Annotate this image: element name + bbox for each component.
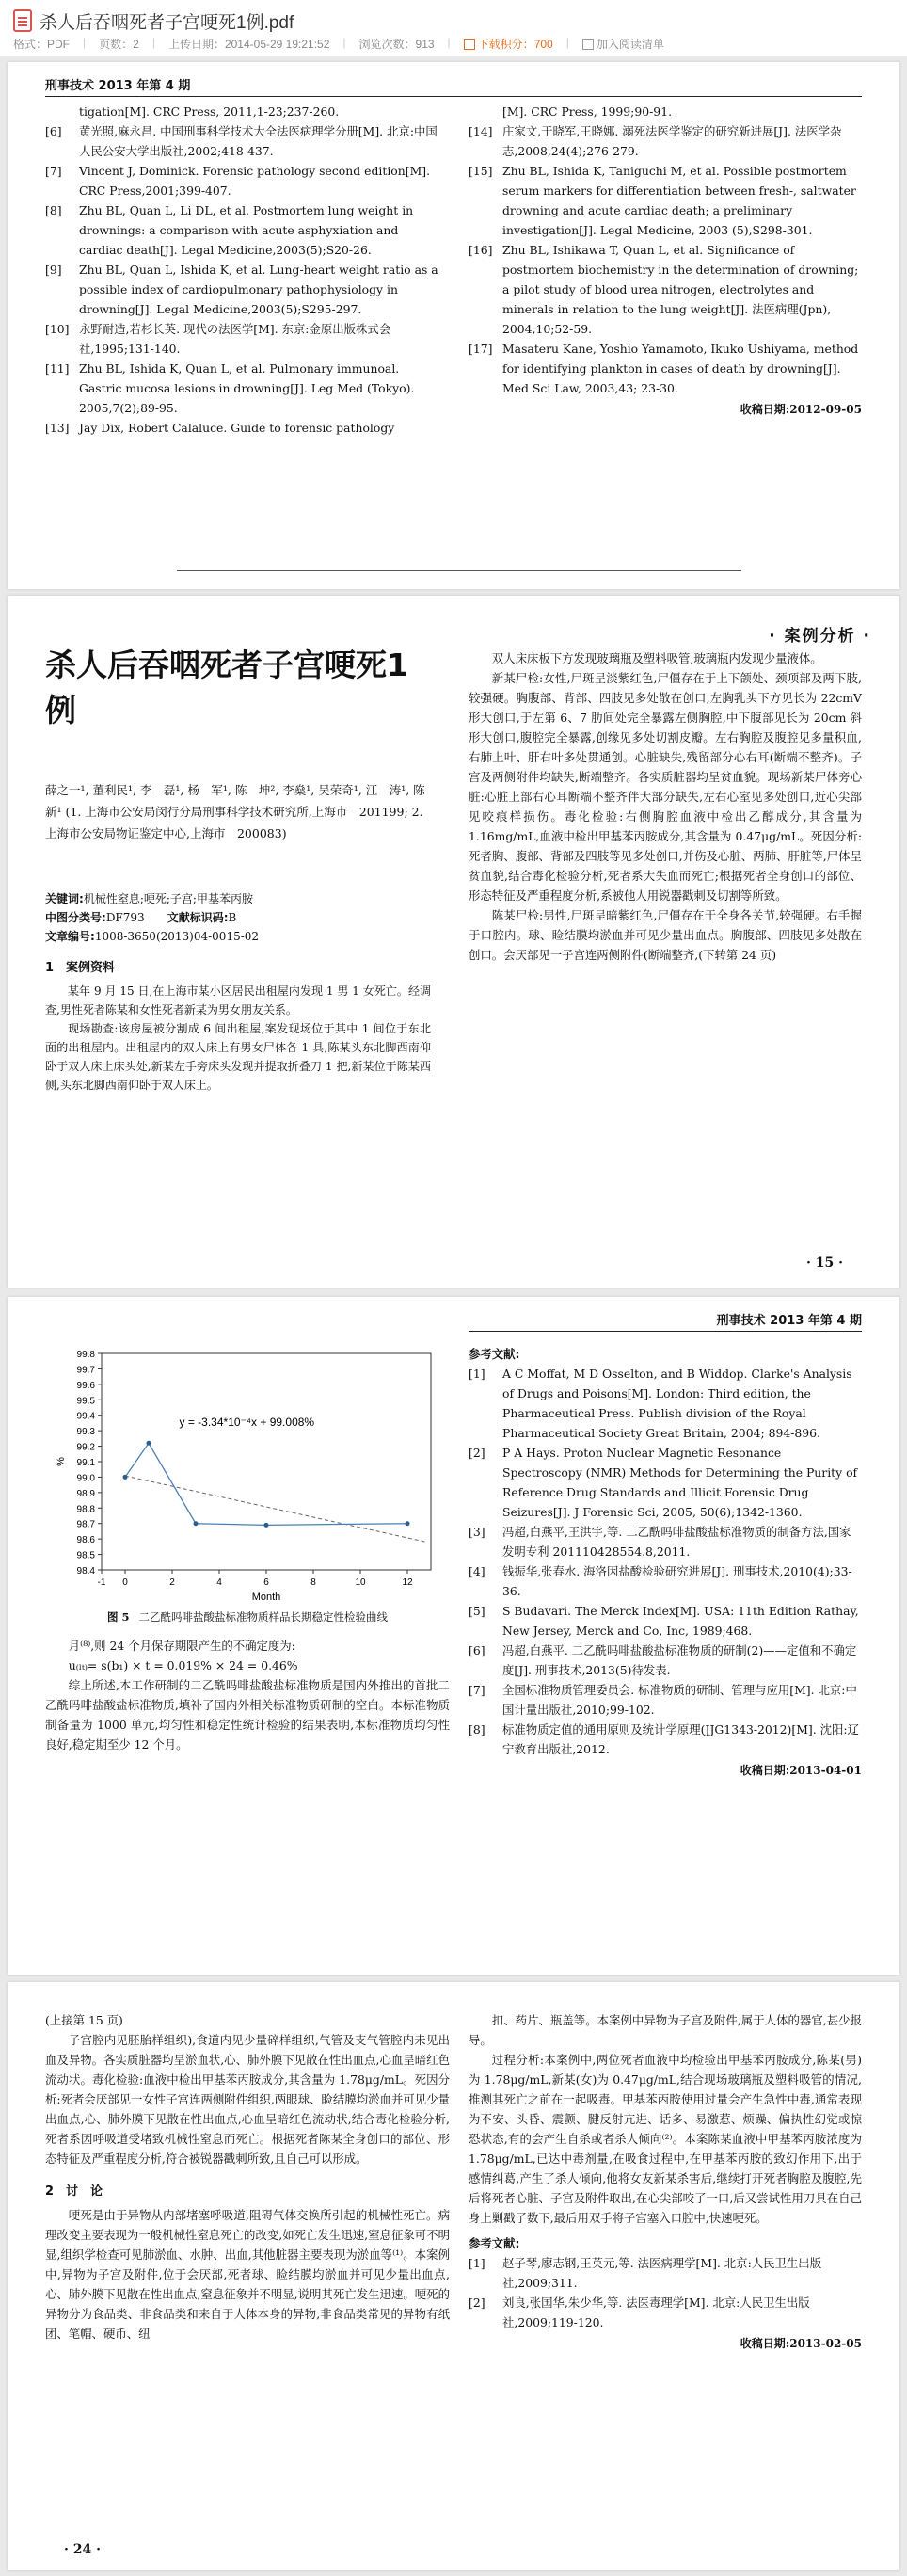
document-meta: 格式：PDF | 页数：2 | 上传日期：2014-05-29 19:21:52 | 浏览次数：913 | 下载积分：700 | 加入阅读清单: [13, 36, 664, 51]
pdf-file-icon: [13, 9, 32, 32]
y-tick-label: 99.3: [76, 1427, 95, 1438]
download-label: 下载积分：: [477, 38, 534, 51]
reference-item: [469, 2253, 862, 2293]
paragraph: 哽死是由于异物从内部堵塞呼吸道,阻碍气体交换所引起的机械性死亡。病理改变主要表现为一般机械性窒息死亡的改变,如死亡发生迅速,窒息征象可不明显,组织学检查可见肺淤血、水肿、出血,其他脏器主要表现为淤血等⁽¹⁾。本案例中,异物为子宫及附件,位于会厌部,死者球、睑结膜均淤血并可见少量出血点,心、肺外膜下见散在性出血点,窒息征象并不明显,说明其死亡发生迅速。哽死的异物分为食品类、非食品类和来自于人体本身的异物,非食品类常见的异物有纸团、笔帽、硬币、纽: [45, 2208, 450, 2341]
data-point: [147, 1441, 151, 1446]
received-date: 收稿日期:2012-09-05: [740, 403, 862, 416]
y-tick-label: 99.7: [76, 1365, 95, 1376]
reference-item: [469, 1680, 862, 1720]
reference-text: 冯超,白燕平. 二乙酰吗啡盐酸盐标准物质的研制(2)——定值和不确定度[J]. 刑事技术,2013(5)待发表.: [502, 1643, 857, 1677]
reference-item: [45, 418, 440, 438]
body-left-column: [45, 982, 431, 1095]
stability-chart: [45, 1344, 450, 1608]
reference-number: [7]: [45, 164, 62, 178]
trendline-equation: y = -3.34*10⁻⁴x + 99.008%: [179, 1416, 315, 1430]
y-tick-label: 99.4: [76, 1411, 95, 1422]
reference-number: [11]: [45, 361, 70, 376]
paragraph: u₍ₗₜ₎= s(b₁) × t = 0.019% × 24 = 0.46%: [68, 1658, 298, 1672]
reference-item: [469, 1640, 862, 1680]
header-rule: [45, 96, 862, 97]
reference-text: 钱振华,张春水. 海洛因盐酸检验研究进展[J]. 刑事技术,2010(4);33-36.: [502, 1564, 852, 1598]
reference-text: Zhu BL, Ishida K, Taniguchi M, et al. Possible postmortem serum markers for differentiation between fresh-, saltwater drowning and acute cardiac death; a preliminary investigation[J]. Legal Medicine, 2003 (5),S298-301.: [502, 164, 856, 237]
download-button[interactable]: [464, 36, 553, 52]
y-axis-label: %: [56, 1457, 67, 1466]
y-tick-label: 99.5: [76, 1396, 95, 1407]
reference-number: [15]: [469, 164, 493, 178]
reference-text: Vincent J, Dominick. Forensic pathology second edition[M]. CRC Press,2001;399-407.: [79, 164, 431, 198]
divider: [177, 570, 741, 571]
reference-item: [45, 359, 440, 418]
reference-item: [469, 339, 862, 398]
reference-number: [469, 102, 497, 121]
y-tick-label: 99.0: [76, 1473, 95, 1484]
page-number: · 24 ·: [64, 2542, 101, 2557]
article-title: 杀人后吞咽死者子宫哽死1例: [45, 647, 408, 728]
reference-number: [6]: [45, 124, 62, 138]
reference-number: [8]: [469, 1722, 485, 1736]
reference-number: [2]: [469, 1446, 485, 1460]
reference-item: [469, 2293, 862, 2332]
y-tick-label: 98.4: [76, 1566, 95, 1576]
reference-number: [13]: [45, 421, 70, 435]
x-tick-label: 10: [355, 1577, 366, 1588]
reference-text: 赵子琴,廖志钢,王英元,等. 法医病理学[M]. 北京:人民卫生出版社,2009;311.: [502, 2256, 822, 2290]
pdf-page-1: [8, 62, 899, 589]
references-column: [469, 1344, 862, 1781]
received-date: 收稿日期:2013-02-05: [740, 2337, 862, 2350]
reference-number: [16]: [469, 243, 493, 257]
figure-caption: 图 5 二乙酰吗啡盐酸盐标准物质样品长期稳定性检验曲线: [106, 1610, 388, 1624]
reference-item: [469, 1522, 862, 1561]
article-number: 1008-3650(2013)04-0015-02: [94, 930, 260, 943]
upload-date: 上传日期：2014-05-29 19:21:52: [167, 38, 330, 51]
section-tag: · 案例分析 ·: [769, 627, 871, 646]
pdf-page-2: [8, 596, 899, 1288]
reference-number: [6]: [469, 1643, 485, 1657]
reference-item: [469, 1601, 862, 1640]
reference-number: [3]: [469, 1525, 485, 1539]
pdf-page-3: [8, 1297, 899, 1975]
received-date: 收稿日期:2013-04-01: [740, 1764, 862, 1777]
reference-item: [469, 1561, 862, 1601]
data-point: [194, 1521, 199, 1526]
references-right-column: [469, 102, 862, 420]
reference-number: [4]: [469, 1564, 485, 1578]
section-heading: 1 案例资料: [45, 961, 116, 975]
y-tick-label: 99.2: [76, 1442, 95, 1453]
data-point: [264, 1523, 269, 1528]
x-tick-label: 0: [122, 1577, 128, 1588]
y-tick-label: 99.6: [76, 1380, 95, 1391]
view-count: 浏览次数：913: [358, 38, 435, 51]
reference-text: Jay Dix, Robert Calaluce. Guide to forensic pathology: [79, 421, 395, 435]
y-tick-label: 99.1: [76, 1458, 95, 1468]
pdf-page-4: [8, 1982, 899, 2570]
reference-item: [45, 102, 440, 121]
reference-number: [1]: [469, 1367, 485, 1381]
reference-text: 刘良,张国华,朱少华,等. 法医毒理学[M]. 北京:人民卫生出版社,2009;119-120.: [502, 2296, 810, 2329]
reference-number: [7]: [469, 1683, 485, 1697]
reference-text: [M]. CRC Press, 1999;90-91.: [502, 104, 673, 119]
reference-text: 冯超,白燕平,王洪宇,等. 二乙酰吗啡盐酸盐标准物质的制备方法,国家发明专利 201110428554.8,2011.: [502, 1525, 851, 1559]
x-tick-label: 4: [216, 1577, 222, 1588]
y-tick-label: 98.6: [76, 1535, 95, 1546]
x-tick-label: 2: [169, 1577, 175, 1588]
reference-item: [45, 200, 440, 260]
reference-item: [45, 161, 440, 200]
reference-text: A C Moffat, M D Osselton, and B Widdop. Clarke's Analysis of Drugs and Poisons[M]. London: Third edition, the Pharmaceutical Press. Publish division of the Royal Pharmaceutical Society Great Britain, 2004; 894-896.: [502, 1367, 852, 1440]
data-point: [123, 1475, 128, 1480]
document-title: 杀人后吞咽死者子宫哽死1例.pdf: [40, 13, 294, 33]
reference-item: [45, 121, 440, 161]
reference-text: 标准物质定值的通用原则及统计学原理(JJG1343-2012)[M]. 沈阳:辽宁教育出版社,2012.: [502, 1722, 859, 1756]
reference-number: [14]: [469, 124, 493, 138]
reference-text: S Budavari. The Merck Index[M]. USA: 11th Edition Rathay, New Jersey, Merck and Co, Inc, 1989;468.: [502, 1604, 859, 1638]
body-left-column: [45, 2010, 450, 2344]
reference-item: [469, 240, 862, 339]
add-to-reading-list-button[interactable]: 加入阅读清单: [582, 36, 664, 52]
reference-number: [1]: [469, 2256, 485, 2270]
download-points: 700: [533, 38, 553, 51]
running-head: 刑事技术 2013 年第 4 期: [716, 1314, 862, 1328]
y-tick-label: 98.7: [76, 1519, 95, 1530]
reference-number: [17]: [469, 342, 493, 356]
section-heading: 2 讨 论: [45, 2184, 103, 2199]
download-icon: [464, 39, 475, 50]
document-header: [0, 0, 907, 56]
reference-number: [9]: [45, 263, 62, 277]
references-heading: 参考文献:: [469, 1347, 520, 1361]
clc-code: DF793: [105, 911, 145, 924]
reference-text: Zhu BL, Ishikawa T, Quan L, et al. Significance of postmortem biochemistry in the determination of drowning; a pilot study of blood urea nitrogen, electrolytes and minerals in relation to the lung weight[J]. 法医病理(Jpn), 2004,10;52-59.: [502, 243, 859, 336]
y-tick-label: 99.8: [76, 1350, 95, 1360]
paragraph: 子宫腔内见胚胎样组织),食道内见少量碎样组织,气管及支气管腔内未见出血及异物。各实质脏器均呈淤血状,心、肺外膜下见散在性出血点,心血呈暗红色流动状。毒化检验:血液中检出甲基苯丙胺成分,其含量为 1.78μg/mL。死因分析:死者会厌部见一女性子宫连两侧附件组织,两眼球、睑结膜均淤血并可见少量出血点,心、肺外膜下见散在性出血点,心血呈暗红色流动状,结合毒化检验分析,死者系因呼吸道受堵致机械性窒息而死亡。根据死者陈某全身创口的部位、形态特征及严重程度分析,符合被锐器戳刺所致,且自己可以形成。: [45, 2033, 450, 2166]
add-list-icon: [582, 39, 594, 50]
references-left-column: [45, 102, 440, 438]
y-tick-label: 98.5: [76, 1550, 95, 1561]
paragraph: 双人床床板下方发现玻璃瓶及塑料吸管,玻璃瓶内发现少量液体。: [491, 651, 822, 665]
reference-text: 庄家文,于晓军,王晓娜. 溺死法医学鉴定的研究新进展[J]. 法医学杂志,2008,24(4);276-279.: [502, 124, 842, 158]
y-tick-label: 98.9: [76, 1488, 95, 1499]
paragraph: 综上所述,本工作研制的二乙酰吗啡盐酸盐标准物质是国内外推出的首批二乙酰吗啡盐酸盐标准物质,填补了国内外相关标准物质研制的空白。本标准物质制备量为 1000 单元,均匀性和稳定性统计检验的结果表明,本标准物质均匀性良好,稳定期至少 12 个月。: [45, 1678, 450, 1752]
series-line: [125, 1443, 407, 1525]
x-axis-label: Month: [251, 1592, 281, 1603]
reference-item: [469, 1364, 862, 1443]
references-heading: 参考文献:: [469, 2236, 520, 2250]
reference-item: [45, 260, 440, 319]
page-count: 页数：2: [99, 38, 139, 51]
reference-text: Zhu BL, Ishida K, Quan L, et al. Pulmonary immunoal. Gastric mucosa lesions in drowning[J]. Leg Med (Tokyo). 2005,7(2);89-95.: [79, 361, 415, 415]
x-tick-label: 8: [310, 1577, 316, 1588]
article-metadata: 关键词:机械性窒息;哽死;子宫;甲基苯丙胺 中图分类号:DF793 文献标识码:B 文章编号:1008-3650(2013)04-0015-02 1 案例资料 某年 9 月 15 日,在上海市某小区居民出租屋内发现 1 男 1 女死亡。经调查,男性死者陈某和女性死者新某为男女朋友关系。 现场勘查:该房屋被分割成 6 间出租屋,案发现场位于其中 1 间位于东北面的出租屋内。出租屋内的双人床上有男女尸体各 1 具,陈某头东北脚西南仰卧于双人床上床头处,新某左手旁床头发现并提取折叠刀 1 把,新某位于陈某西侧,头东北脚西南仰卧于双人床上。: [45, 889, 431, 1095]
article-authors: 薛之一¹, 董利民¹, 李 磊¹, 杨 军¹, 陈 坤², 李燊¹, 吴荣奇¹, 江 涛¹, 陈 新¹ (1. 上海市公安局闵行分局刑事科学技术研究所,上海市 201199; 2. 上海市公安局物证鉴定中心,上海市 200083): [45, 783, 438, 840]
reference-item: [469, 161, 862, 240]
reference-text: 黄光照,麻永昌. 中国刑事科学技术大全法医病理学分册[M]. 北京:中国人民公安大学出版社,2002;418-437.: [79, 124, 438, 158]
reference-text: tigation[M]. CRC Press, 2011,1-23;237-260.: [79, 104, 340, 119]
paragraph: 扣、药片、瓶盖等。本案例中异物为子宫及附件,属于人体的器官,甚少报导。: [469, 2013, 862, 2047]
reference-number: [5]: [469, 1604, 485, 1618]
plot-area: [102, 1353, 431, 1570]
body-right-column: [469, 648, 862, 965]
paragraph: 月⁽⁸⁾,则 24 个月保存期限产生的不确定度为:: [68, 1639, 295, 1653]
reference-text: 永野耐造,若杉长英. 现代の法医学[M]. 东京:金原出版株式会社,1995;131-140.: [79, 322, 391, 356]
data-point: [406, 1521, 410, 1526]
header-rule: [469, 1331, 862, 1332]
format-label: 格式：PDF: [13, 38, 71, 51]
reference-text: Zhu BL, Quan L, Ishida K, et al. Lung-heart weight ratio as a possible index of cardiopulmonary pathophysiology in drowning[J]. Legal Medicine,2003(5);S295-297.: [79, 263, 438, 316]
continued-note: (上接第 15 页): [45, 2013, 123, 2027]
reference-item: [469, 121, 862, 161]
paragraph: 陈某尸检:男性,尸斑呈暗紫红色,尸僵存在于全身各关节,较强硬。右手握于口腔内。球、睑结膜均淤血并可见少量出血点。胸腹部、四肢见多处散在创口。会厌部见一子宫连两侧附件(断端整齐,(下转第 24 页): [469, 908, 862, 962]
body-right-column: [469, 2010, 862, 2354]
x-tick-label: 6: [263, 1577, 269, 1588]
paragraph: 新某尸检:女性,尸斑呈淡紫红色,尸僵存在于上下颌处、颈项部及两下肢,较强硬。胸腹部、背部、四肢见多处散在创口,左胸乳头下方见长为 22cmV 形大创口,于左第 6、7 肋间处完全暴露左侧胸腔,中下腹部见长为 20cm 斜形大创口,腹腔完全暴露,创缘见多处切割皮瓣。左右胸腔及腹腔见多量积血,右肺上叶、肝右叶多处贯通创。心脏缺失,残留部分心右耳(断端不整齐)。子宫及两侧附件均缺失,断端整齐。各实质脏器均呈贫血貌。现场新某尸体旁心脏:心脏上部右心耳断端不整齐伴大部分缺失,左右心室见多处创口,近心尖部见咬痕样损伤。毒化检验:右侧胸腔血液中检出乙醇成分,其含量为 1.16mg/mL,血液中检出甲基苯丙胺成分,其含量为 0.47μg/mL。死因分析:死者胸、腹部、背部及四肢等见多处创口,并伤及心脏、两肺、肝脏等,尸体呈贫血貌,结合毒化检验分析,死者系大失血而死亡;根据死者全身创口的部位、形态特征及严重程度分析,系被他人用锐器戳刺及切割等所致。: [469, 671, 862, 903]
paragraph: 过程分析:本案例中,两位死者血液中均检验出甲基苯丙胺成分,陈某(男)为 1.78μg/mL,新某(女)为 0.47μg/mL,结合现场玻璃瓶及塑料吸管的情况,推测其死亡之前在一起吸毒。甲基苯丙胺使用过量会产生急性中毒,通常表现为不安、头昏、震颤、腱反射亢进、话多、易激惹、烦躁、偏执性幻觉或惊恐状态,有的会产生自杀或者杀人倾向⁽²⁾。本案陈某血液中甲基苯丙胺浓度为 1.78μg/mL,已达中毒剂量,在吸食过程中,在甲基苯丙胺的致幻作用下,出于感情纠葛,产生了杀人倾向,他将女友新某杀害后,继续打开死者胸腔及腹腔,先后将死者心脏、子宫及附件取出,在心尖部咬了一口,后又尝试性用刀具在自己身上剿戳了数下,最后用双手将子宫塞入口腔中,快速哽死。: [469, 2053, 862, 2225]
reference-text: P A Hays. Proton Nuclear Magnetic Resonance Spectroscopy (NMR) Methods for Determining the Purity of Reference Drug Standards and Illicit Forensic Drug Seizures[J]. J Forensic Sci, 2005, 50(6);1342-1360.: [502, 1446, 858, 1519]
page-number: · 15 ·: [806, 1256, 843, 1271]
reference-item: [469, 102, 862, 121]
paragraph: 某年 9 月 15 日,在上海市某小区居民出租屋内发现 1 男 1 女死亡。经调查,男性死者陈某和女性死者新某为男女朋友关系。: [45, 984, 431, 1016]
reference-item: [45, 319, 440, 359]
reference-item: [469, 1720, 862, 1759]
running-head: 刑事技术 2013 年第 4 期: [45, 79, 191, 93]
reference-number: [10]: [45, 322, 70, 336]
reference-number: [2]: [469, 2296, 485, 2310]
x-tick-label: -1: [97, 1577, 106, 1588]
body-left-column: [45, 1636, 450, 1754]
reference-text: Zhu BL, Quan L, Li DL, et al. Postmortem lung weight in drownings: a comparison with acute asphyxiation and cardiac death[J]. Legal Medicine,2003(5);S20-26.: [79, 203, 414, 257]
paragraph: 现场勘查:该房屋被分割成 6 间出租屋,案发现场位于其中 1 间位于东北面的出租屋内。出租屋内的双人床上有男女尸体各 1 具,陈某头东北脚西南仰卧于双人床上床头处,新某左手旁床头发现并提取折叠刀 1 把,新某位于陈某西侧,头东北脚西南仰卧于双人床上。: [45, 1022, 431, 1092]
reference-text: 全国标准物质管理委员会. 标准物质的研制、管理与应用[M]. 北京:中国计量出版社,2010;99-102.: [502, 1683, 857, 1717]
reference-text: Masateru Kane, Yoshio Yamamoto, Ikuko Ushiyama, method for identifying plankton in cases of death by drowning[J]. Med Sci Law, 2003,43; 23-30.: [502, 342, 859, 395]
keywords: 机械性窒息;哽死;子宫;甲基苯丙胺: [83, 892, 253, 905]
reference-number: [8]: [45, 203, 62, 217]
trendline: [125, 1476, 426, 1542]
y-tick-label: 98.8: [76, 1504, 95, 1515]
x-tick-label: 12: [402, 1577, 413, 1588]
reference-item: [469, 1443, 862, 1522]
reference-number: [45, 102, 73, 121]
